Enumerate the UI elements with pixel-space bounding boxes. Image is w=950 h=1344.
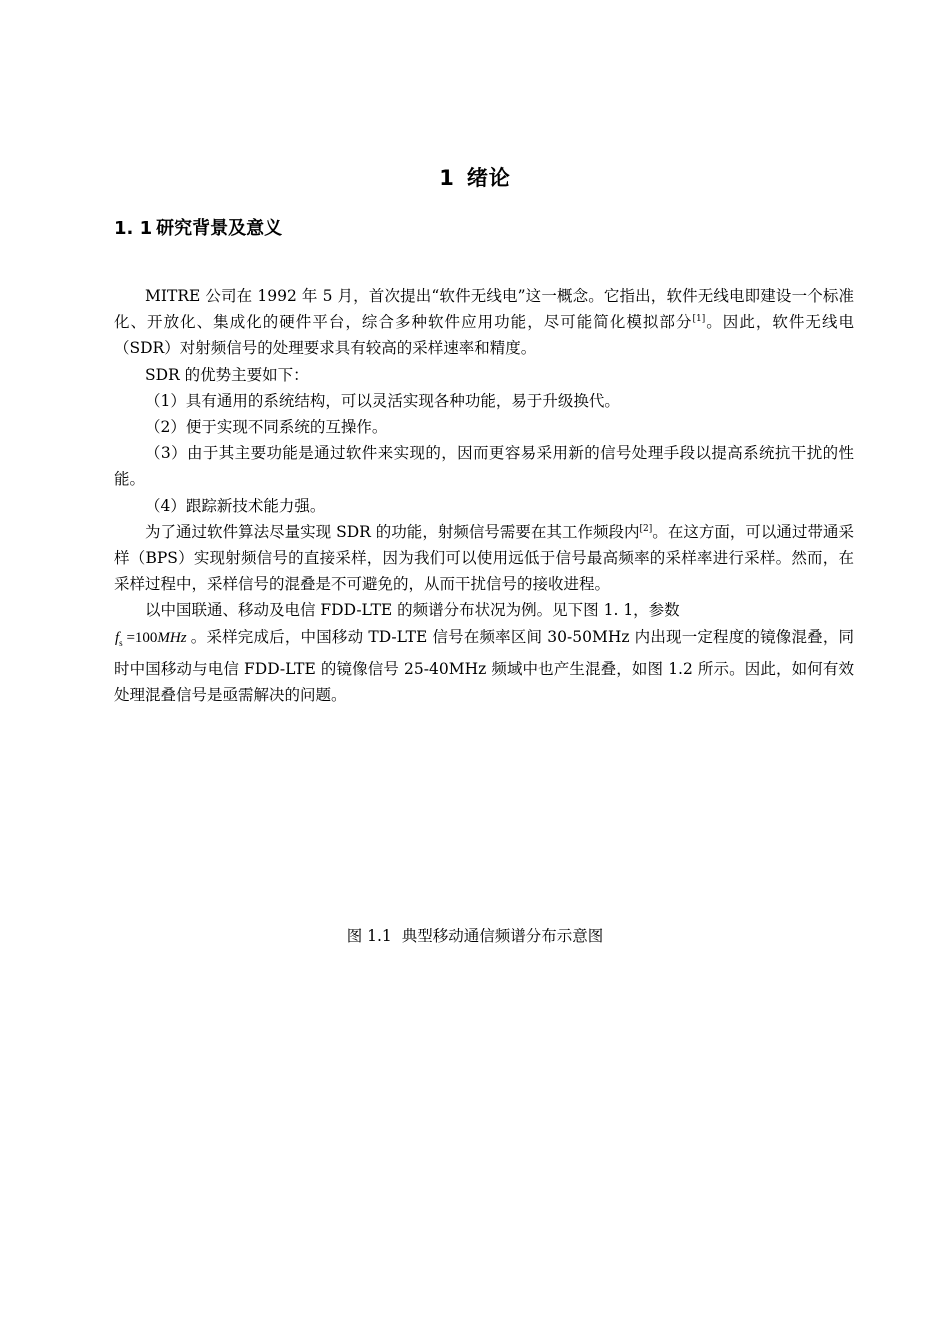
paragraph-spectrum-example: 以中国联通、移动及电信 FDD-LTE 的频谱分布状况为例。见下图 1. 1，参数 $f_s =100MHz$ 。采样完成后，中国移动 TD-LTE 信号在频率区间 30-50MHz 内出现一定程度的镜像混叠，同时中国移动与电信 FDD-LTE 的镜像信号 25-40MHz 频域中也产生混叠，如图 1.2 所示。因此，如何有效处理混叠信号是亟需解决的问题。 (114, 597, 854, 708)
list-item-3: （3）由于其主要功能是通过软件来实现的，因而更容易采用新的信号处理手段以提高系统抗干扰的性能。 (114, 444, 854, 489)
sampling-rate-formula: $f_s =100MHz$ (115, 629, 187, 648)
paragraph-sdr-advantages: SDR 的优势主要如下： (145, 365, 309, 384)
figure-number: 图 1.1 (346, 927, 392, 945)
section-title-text: 研究背景及意义 (156, 218, 283, 239)
section-number: 1. 1 (114, 218, 153, 239)
citation-1: [1] (692, 314, 706, 325)
paragraph-sdr-intro: MITRE 公司在 1992 年 5 月，首次提出“软件无线电”这一概念。它指出，软件无线电即建设一个标准化、开放化、集成化的硬件平台，综合多种软件应用功能，尽可能简化模拟部分[1]。因此，软件无线电（SDR）对射频信号的处理要求具有较高的采样速率和精度。 (114, 287, 854, 358)
list-item-1: （1）具有通用的系统结构，可以灵活实现各种功能，易于升级换代。 (145, 391, 620, 410)
citation-2: [2] (639, 523, 653, 534)
chapter-number: 1 (439, 166, 455, 190)
section-title (114, 214, 282, 240)
figure-caption-text: 典型移动通信频谱分布示意图 (401, 927, 604, 945)
chapter-title-text: 绪论 (466, 166, 511, 190)
paragraph-bandpass-sampling: 为了通过软件算法尽量实现 SDR 的功能，射频信号需要在其工作频段内[2]。在这方面，可以通过带通采样（BPS）实现射频信号的直接采样，因为我们可以使用远低于信号最高频率的采样率进行采样。然而，在采样过程中，采样信号的混叠是不可避免的，从而干扰信号的接收进程。 (114, 522, 854, 594)
list-item-2: （2）便于实现不同系统的互操作。 (145, 418, 388, 437)
figure-caption (0, 924, 950, 946)
chapter-title (0, 162, 950, 192)
list-item-4: （4）跟踪新技术能力强。 (145, 496, 326, 515)
body-text (114, 283, 854, 708)
